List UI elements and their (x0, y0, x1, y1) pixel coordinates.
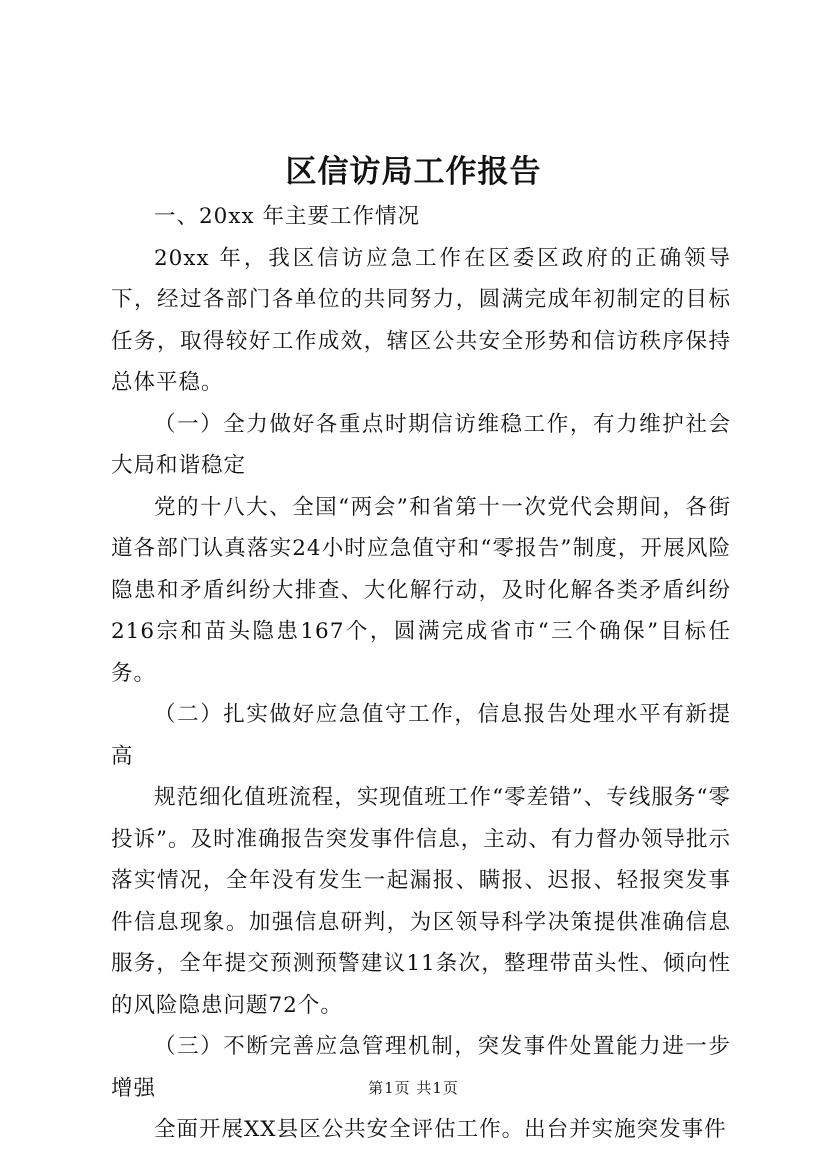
subsection-heading-2: （二）扎实做好应急值守工作，信息报告处理水平有新提高 (111, 702, 731, 769)
document-body (111, 196, 731, 1151)
paragraph-assessment: 全面开展XX县区公共安全评估工作。出台并实施突发事件 (154, 1117, 727, 1142)
document-title: 区信访局工作报告 (285, 154, 542, 190)
paragraph-duty: 规范细化值班流程，实现值班工作“零差错”、专线服务“零投诉”。及时准确报告突发事件信息，主动、有力督办领导批示落实情况，全年没有发生一起漏报、瞒报、迟报、轻报突发事件信息现象。加强信息研判，为区领导科学决策提供准确信息服务，全年提交预测预警建议11条次，整理带苗头性、倾向性的风险隐患问题72个。 (111, 785, 731, 1018)
section-heading-1: 一、20xx 年主要工作情况 (154, 204, 420, 229)
paragraph-stability: 党的十八大、全国“两会”和省第十一次党代会期间，各街道各部门认真落实24小时应急值守和“零报告”制度，开展风险隐患和矛盾纠纷大排查、大化解行动，及时化解各类矛盾纠纷216宗和苗头隐患167个，圆满完成省市“三个确保”目标任务。 (111, 494, 731, 686)
subsection-heading-3: （三）不断完善应急管理机制，突发事件处置能力进一步增强 (111, 1034, 731, 1101)
page-footer: 第1页 共1页 (368, 1079, 459, 1097)
paragraph-intro: 20xx 年，我区信访应急工作在区委区政府的正确领导下，经过各部门各单位的共同努力，圆满完成年初制定的目标任务，取得较好工作成效，辖区公共安全形势和信访秩序保持总体平稳。 (111, 245, 731, 395)
subsection-heading-1: （一）全力做好各重点时期信访维稳工作，有力维护社会大局和谐稳定 (111, 411, 731, 478)
